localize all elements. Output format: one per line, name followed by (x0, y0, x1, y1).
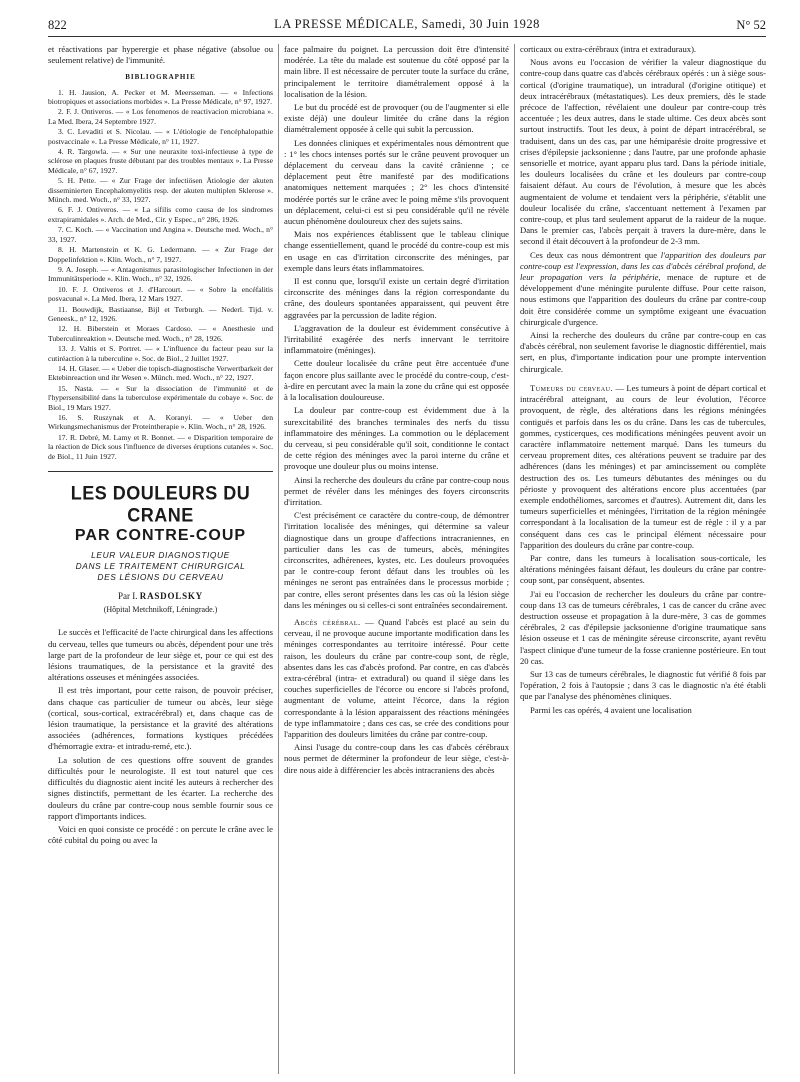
bibliography-item: 1. H. Jausion, A. Pecker et M. Meersseman. — « Infections biotropiques et associations morbides ». La Presse Médicale, n° 97, 1927. (48, 87, 273, 107)
paragraph: face palmaire du poignet. La percussion doit être d'intensité modérée. La tête du malade est soutenue du côté opposé par la main libre. Il est nécessaire de percuter toute la surface du crâne, principalement le territoire diamétralement opposé à la localisation de la lésion. (284, 44, 509, 99)
paragraph: Ainsi la recherche des douleurs du crâne par contre-coup en cas d'abcès cérébral, non seulement favorise le diagnostic différentiel, mais sert, en plus, d'importante indication pour une prompte intervention chirurgicale. (520, 330, 766, 374)
journal-title: LA PRESSE MÉDICALE, Samedi, 30 Juin 1928 (274, 17, 540, 31)
paragraph-emphasis (520, 250, 766, 328)
section-heading: Abcès cérébral. (294, 616, 361, 627)
bibliography-item: 13. J. Valtis et S. Portret. — « L'influence du facteur peau sur la cutiréaction à la tuberculine ». Soc. de Biol., 2 Juillet 1927. (48, 344, 273, 363)
paragraph: Les données cliniques et expérimentales nous démontrent que : 1° les chocs intenses portés sur le crâne peuvent provoquer un déplacement du cerveau dans la cavité crânienne ; ce déplacement peut être manifesté par des modifications anatomiques nettement marquées ; 2° les chocs d'intensité modérée portés sur le crâne avec le poing même s'ils provoquent un déplacement, celui-ci est si peu considérable qu'il ne révèle aucun phénomène douloureux chez des sujets sains. (284, 137, 509, 227)
paragraph: La douleur par contre-coup est évidemment due à la surexcitabilité des branches terminales des nerfs du tissu inflammatoire des méninges. La commotion ou le déplacement du cerveau, si peu considérable qu'il soit, conditionne le contact de cette région des méninges avec la paroi interne du crâne et provoque une douleur plus ou moins intense. (284, 405, 509, 472)
subtitle-line: DANS LE TRAITEMENT CHIRURGICAL (75, 561, 246, 572)
text-run: menace de rupture et de développement d'une méningite purulente diffuse. Pour cette raison, nous estimons que l'apparition des douleurs du crâne par contre-coup doit être considérée comme un symptôme exigeant une évacuation chirurgicale d'urgence. (520, 272, 766, 327)
subtitle-line: DES LÉSIONS DU CERVEAU (97, 572, 224, 583)
paragraph: J'ai eu l'occasion de rechercher les douleurs du crâne par contre-coup dans 13 cas de tumeurs cérébrales, 1 cas de cancer du crâne avec destruction osseuse et propagation à la dure-mère, 3 cas de gommes cérébrales, 2 cas d'épilepsie jacksonienne d'origine traumatique sans lésion osseuse et 1 cas de méningite séreuse circonscrite, ayant revêtu l'aspect clinique d'une tumeur de la fosse cranienne postérieure. En tout 20 cas. (520, 588, 766, 666)
author-name: RASDOLSKY (139, 591, 203, 602)
columns (48, 44, 766, 1074)
author-prefix: Par I. (118, 591, 138, 602)
paragraph: Par contre, dans les tumeurs à localisation sous-corticale, les altérations méningées faisant défaut, les douleurs du crâne par contre-coup sont, par conséquent, absentes. (520, 552, 766, 586)
paragraph: Parmi les cas opérés, 4 avaient une localisation (530, 704, 692, 715)
section-text: — Les tumeurs à point de départ cortical et intracérébral atteignant, au cours de leur évolution, l'écorce provoquent, de règle, des altérations dans les régions méningées contiguës et parfois dans les os du crâne. Dans les cas de tubercules, gommes, cysticerques, ces modifications méningées peuvent avoir un caractère inflammatoire nettement marqué. Dans les tumeurs du cerveau proprement dites, ces altérations peuvent se traduire par des adhérences (dans les méninges) et par amincissement ou complète destruction des os. Les tumeurs débutantes des méninges ou du périoste y provoquent des altérations encore plus accentuées (par exemple endothéliomes, sarcomes et d'autres). Autrement dit, dans les tumeurs superficielles et méningées, l'irritation de la région méningée correspondant à la localisation de la tumeur est de règle : il y a par conséquent dans ces cas le principal élément nécessaire pour l'apparition des douleurs du crâne par contre-coup. (520, 382, 766, 550)
bibliography-item: 2. F. J. Ontiveros. — « Los fenomenos de reactivacion microbiana ». La Med. Ibera, 24 Septembre 1927. (48, 107, 273, 126)
column-2 (284, 44, 509, 1074)
article-title-line2: PAR CONTRE-COUP (74, 527, 247, 545)
bibliography-item: 7. C. Koch. — « Vaccination und Angina ». Deutsche med. Woch., n° 33, 1927. (48, 225, 273, 244)
paragraph: Mais nos expériences établissent que le tableau clinique change essentiellement, quand le procédé du contre-coup est mis en usage en cas d'irritation circonscrite des méninges, par exemple dans leurs états inflammatoires. (284, 229, 509, 273)
section-heading: Tumeurs du cerveau. (530, 382, 614, 393)
author-affiliation: (Hôpital Metchnikoff, Léningrade.) (103, 605, 218, 615)
bibliography-item: 5. H. Pette. — « Zur Frage der infectiösen Ätiologie der akuten disseminierten Encephalomyelitis resp. der akuten multiplen Sklerose ». Münch. med. Woch., n° 33, 1927. (48, 176, 273, 205)
paragraph: Ainsi l'usage du contre-coup dans les cas d'abcès cérébraux nous permet de déterminer la profondeur de leur siège, c'est-à-dire nous aide à différencier les abcès intracraniens des abcès (284, 742, 509, 775)
issue-number: N° 52 (736, 18, 766, 32)
paragraph: C'est précisément ce caractère du contre-coup, de démontrer l'irritation localisée des méninges, qui détermine sa valeur diagnostique dans un groupe d'affections intracraniennes, en particulier dans les cas de tumeurs, abcès, méningites circonscrites, adhérenees, kystes, etc. Les douleurs provoquées par le contre-coup feront défaut dans les troubles où les méninges ne seront pas entraînées dans le processus morbide ; par contre, elles seront présentes dans les cas où la lésion siège dans les méninges ou si celles-ci sont entraînées secondairement. (284, 510, 509, 610)
paragraph: Il est très important, pour cette raison, de pouvoir préciser, dans chaque cas particulier de tumeur ou abcès, leur siège (cortical, sous-cortical, extracérébral) et, dans chaque cas de lésion traumatique, la persistance et la gravité des altérations associées (adhérences, formations kystiques précédées d'hémorragie extra- et intradu-remé, etc.). (48, 685, 273, 752)
section-text: — Quand l'abcès est placé au sein du cerveau, il ne provoque aucune importante modification dans les méninges correspondantes au territoire intéressé. Pour cette raison, les douleurs du crâne par contre-coup sont, de règle, absentes dans les cas d'abcès profond. Par contre, en cas d'abcès extra-cérébral (intra- et extradural) ou quand il siège dans les couches superficielles de l'écorce ou encore si l'abcès profond, augmentant de volume, atteint l'écorce, dans la région correspondante à la lésion apparaissent des réactions méningées de type inflammatoire ; dans ces cas, se crée des conditions pour l'apparition des douleurs limitées du crâne par contre-coup. (284, 616, 509, 739)
article-title: LES DOULEURS DU CRANE (70, 482, 251, 527)
section-tumeurs (520, 383, 766, 551)
bibliography-item: 6. F. J. Ontiveros. — « La sifilis como causa de los sindromes extrapiramidales ». Arch. de Med., Cir. y Espec., n° 286, 1926. (48, 205, 273, 224)
paragraph: Il est connu que, lorsqu'il existe un certain degré d'irritation circonscrite des méninges dans la région correspondante du crâne, des douleurs spontanées apparaissent, qui peuvent être aggravées par la percussion de ladite région. (284, 276, 509, 320)
bibliography-item: 4. R. Targowla. — « Sur une neuraxite toxi-infectieuse à type de sclérose en plaques fruste débutant par des troubles mentaux ». La Presse Médicale, n° 67, 1927. (48, 147, 273, 175)
bibliography-item: 8. H. Martenstein et K. G. Ledermann. — « Zur Frage der Doppelinfektion ». Klin. Woch., n° 7, 1927. (48, 245, 273, 264)
bibliography-item: 15. Nasta. — « Sur la dissociation de l'immunité et de l'hypersensibilité dans la tuberculose expérimentale du cobaye ». Soc. de Biol., 19 Mars 1927. (48, 383, 273, 412)
author-line (48, 591, 273, 602)
page-number: 822 (48, 18, 67, 32)
column-1 (48, 44, 273, 1074)
section-rule (48, 471, 273, 472)
page (48, 14, 766, 1074)
paragraph: La solution de ces questions offre souvent de grandes difficultés pour le neurologiste. Il est tout naturel que ces difficultés du diagnostic aient incité les auteurs à rechercher des signes distinctifs, permettant de les écarter. La recherche des douleurs du crâne par contre-coup nous semble fournir sous ce rapport d'importants indices. (48, 754, 273, 821)
bibliography-item: 16. S. Ruszynak et A. Koranyi. — « Ueber den Wirkungsmechanismus der Proteintherapie ». Klin. Woch., n° 28, 1926. (48, 413, 273, 432)
bibliography-item: 12. H. Biberstein et Moraes Cardoso. — « Anesthesie und Tuberculinreaktion ». Deutsche med. Woch., n° 28, 1926. (48, 324, 273, 343)
bibliography-list (48, 88, 273, 461)
paragraph: Sur 13 cas de tumeurs cérébrales, le diagnostic fut vérifié 8 fois par l'opération, 2 fois à l'autopsie ; dans 3 cas le diagnostic n'a été établi que par l'analyse des phénomènes cliniques. (520, 668, 766, 702)
column-3 (520, 44, 766, 1074)
bibliography-item: 11. Bouwdijk, Bastiaanse, Bijl et Terburgh. — Nederl. Tijd. v. Geneesk., n° 12, 1926. (48, 304, 273, 323)
paragraph: Le but du procédé est de provoquer (ou de l'augmenter si elle existe déjà) une douleur limitée du crâne dans la région diamétralement opposée à celle qui subit la percussion. (284, 102, 509, 135)
paragraph: corticaux ou extra-cérébraux (intra et extraduraux). (520, 44, 697, 54)
intro-text: et réactivations par hyperergie et phase négative (absolue ou seulement relative) de l'immunité. (48, 44, 273, 66)
bibliography-item: 3. C. Levaditi et S. Nicolau. — « L'étiologie de l'encéphalopathie postvaccinale ». La Presse Médicale, n° 11, 1927. (48, 127, 273, 146)
running-header (48, 14, 766, 37)
paragraph: Voici en quoi consiste ce procédé : on percute le crâne avec le côté cubital du poing ou avec la (48, 823, 273, 846)
bibliography-heading: BIBLIOGRAPHIE (125, 73, 196, 82)
paragraph: Le succès et l'efficacité de l'acte chirurgical dans les affections du cerveau, telles que tumeurs ou abcès, dépendent pour une très large part de la profondeur de leur siège et, pour ce qui est des lésions traumatiques, de la persistance et la gravité des altérations osseuses et méningées associées. (48, 627, 273, 683)
text-run: Ces deux cas nous démontrent que (530, 249, 661, 260)
column-divider (278, 44, 279, 1074)
paragraph: L'aggravation de la douleur est évidemment consécutive à l'irritabilité exagérée des nerfs innervant le territoire inflammatoire (méninges). (284, 322, 509, 356)
column-divider (514, 44, 515, 1074)
article-subtitle (48, 550, 273, 583)
section-abces (284, 617, 509, 740)
paragraph: Ainsi la recherche des douleurs du crâne par contre-coup nous permet de révéler dans les méninges des foyers circonscrits d'irritation. (284, 474, 509, 507)
emphasis-run: l'apparition des douleurs par contre-coup est l'expression, dans les cas d'abcès cérébral profond, de leur propagation vers la périphérie, (520, 249, 766, 283)
bibliography-item: 17. R. Debré, M. Lamy et R. Bonnet. — « Disparition temporaire de la réaction de Dick sous l'influence de diverses éruptions cutanées ». Soc. de Biol., 11 Juin 1927. (48, 432, 273, 461)
bibliography-item: 10. F. J. Ontiveros et J. d'Harcourt. — « Sobre la encéfalitis posvacunal ». La Med. Ibera, 12 Mars 1927. (48, 284, 273, 304)
paragraph: Nous avons eu l'occasion de vérifier la valeur diagnostique du contre-coup dans quatre cas d'abcès cérébraux opérés : un à siège sous-cortical (d'origine traumatique), un intradural (d'origine otitique) et deux intracérébraux (métastatiques). Les deux premiers, dès le stade précoce de l'affection, révélaient une douleur par contre-coup très accentuée ; les deux autres, dans le stade ultime. Ces deux abcès sont surtout instructifs. Tout les deux, à point de départ intracérébral, se traduisent, dans un des cas, par une hémiparésie droite progressive et crises d'épilepsie jacksonienne ; dans l'autre, par une profonde aphasie sensorielle et motrice, ayant apparu plus tard. Dans la période initiale, les douleurs localisées du crâne et les douleurs par contre-coup faisaient défaut. Au cours de l'évolution, à mesure que les abcès augmentaient de volume et tendaient vers la périphérie, s'établit une douleur localisée du crâne, s'accentuant nettement à l'examen par contre-coup, et plus tard seulement apparut de la raideur de la nuque. Dans le premier cas, l'abcès perçait à travers la dure-mère, dans le second il était découvert à la profondeur de 2-3 mm. (520, 57, 766, 247)
bibliography-item: 14. H. Glaser. — « Ueber die topisch-diagnostische Verwertbarkeit der Ektebinreaction und ihr Wesen ». Münch. med. Woch., n° 22, 1927. (48, 363, 273, 383)
subtitle-line: LEUR VALEUR DIAGNOSTIQUE (91, 550, 230, 561)
bibliography-item: 9. A. Joseph. — « Antagonismus parasitologischer Infectionen in der Immunitätsperiode ». Klin. Woch., n° 32, 1926. (48, 264, 273, 284)
paragraph: Cette douleur localisée du crâne peut être accentuée d'une façon encore plus saillante avec le procédé du contre-coup, c'est-à-dire en percutant avec la main la zone du crâne qui est opposée à la localisation douloureuse. (284, 358, 509, 403)
